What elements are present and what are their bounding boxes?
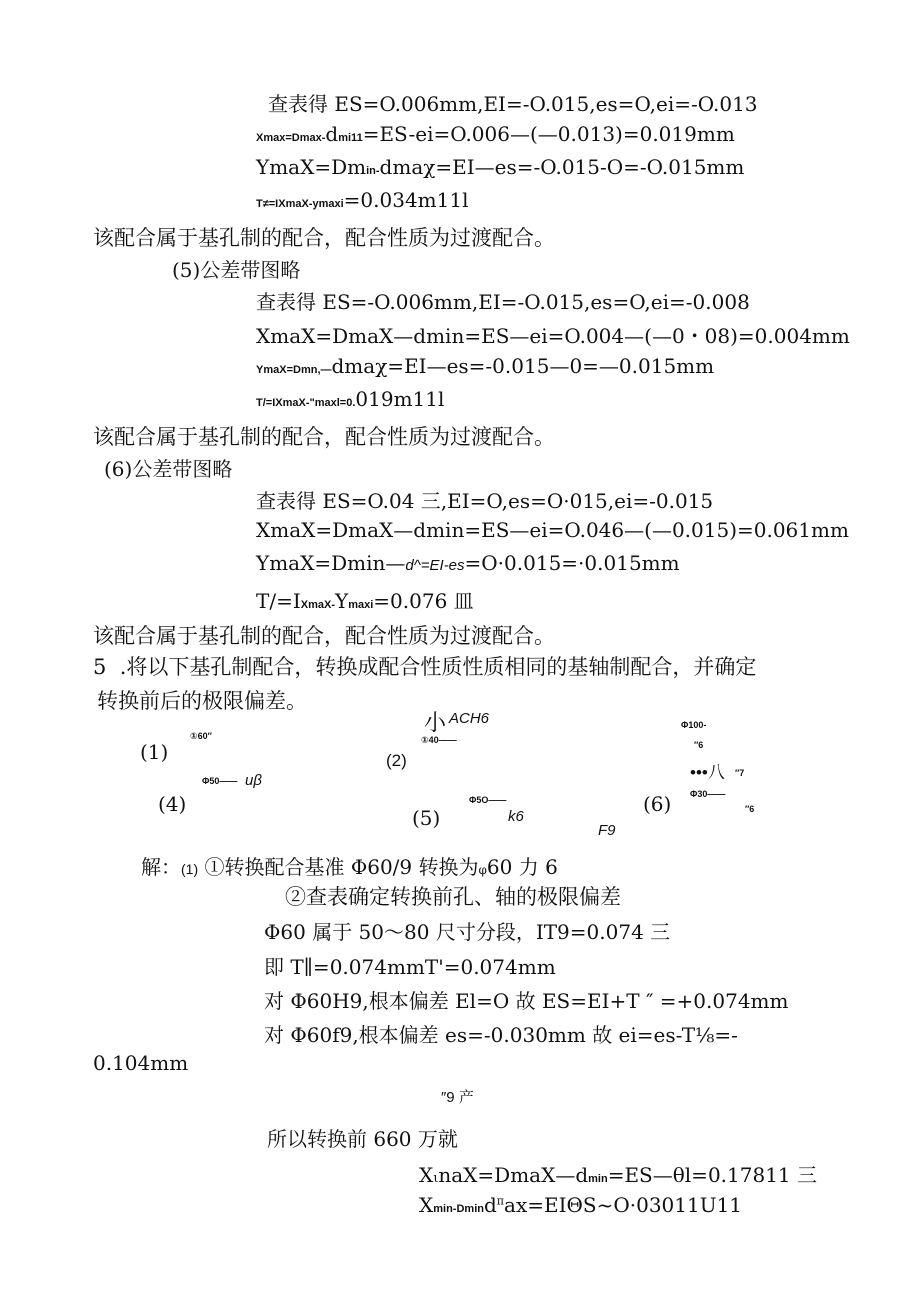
p5-tf-rest: 019m11l (355, 387, 445, 411)
sol-it: Φ60 属于 50～80 尺寸分段，IT9=0.074 三 (264, 920, 671, 944)
sol-xmax-b: ι (433, 1171, 439, 1186)
fig-f3d: ″7 (735, 768, 745, 778)
sol-xmin-sup: π (496, 1194, 505, 1208)
sol-first-line (141, 851, 558, 880)
p6-ymax-rest: =O·0.015=·0.015mm (464, 551, 680, 575)
fig-f1: ①60″ (190, 731, 212, 741)
fig-n6: (6) (643, 792, 672, 816)
sol-h9: 对 Φ60H9,根本偏差 El=O 故 ES=EI+T ″ =+0.074mm (264, 989, 789, 1013)
p5-tf (256, 387, 444, 411)
sol-xmax-a: X (419, 1163, 434, 1187)
fig-f3b: ″6 (694, 740, 704, 750)
fig-f5: Φ5O—— (469, 795, 507, 805)
fig-f6: F9 (598, 822, 616, 839)
fig-f8: ″6 (745, 804, 755, 814)
p1-tf-pre: T≠=IXmaX-ymaxi (256, 198, 344, 210)
sol-xmax-sub: min (588, 1173, 608, 1185)
fig-f3c: •••八 (690, 763, 725, 782)
fig-n5: (5) (412, 806, 441, 830)
p1-ymax-sub: in- (366, 165, 380, 177)
fig-a-small: 小 (424, 710, 447, 735)
p1-ymax-a: YmaX=Dm (256, 155, 367, 179)
sol-step1-a: ①转换配合基准 Φ60/9 转换为 (204, 855, 479, 879)
sol-xmax (419, 1159, 817, 1188)
fig-f2: ①40—— (421, 735, 457, 745)
sol-f9b: 0.104mm (93, 1051, 189, 1075)
p6-tf (256, 585, 474, 614)
fig-n4: (4) (158, 792, 187, 816)
p1-xmax-sub: mi11 (338, 132, 363, 144)
p5-tf-pre: T/=IXmaX-"maxl=0. (256, 397, 356, 409)
sol-xmin-rest: ax=EIΘS~O·03011U11 (504, 1193, 743, 1217)
p6-conclusion: 该配合属于基孔制的配合，配合性质为过渡配合。 (93, 624, 555, 648)
sol-t: 即 T∥=0.074mmT'=0.074mm (264, 955, 556, 979)
p1-tf-rest: =0.034m11l (343, 188, 469, 212)
p6-tf-sub2: maxi (348, 599, 374, 611)
fig-ach6: ACH6 (449, 710, 490, 727)
sol-xmax-rest: =ES—θl=0.17811 三 (607, 1163, 818, 1187)
p6-ymax (256, 551, 680, 575)
p6-heading: (6)公差带图略 (104, 457, 233, 481)
p1-ymax-rest: dmaχ=EI—es=-O.015-O=-O.015mm (379, 155, 745, 179)
fig-f4: Φ50—— (202, 776, 238, 786)
p1-xmax-rest: =ES-ei=O.006—(—0.013)=0.019mm (362, 122, 735, 146)
p1-xmax-d: d (325, 122, 339, 146)
sol-num: (1) (181, 861, 199, 877)
p6-tf-pre: T/=I (256, 589, 301, 613)
p5-heading: (5)公差带图略 (172, 258, 301, 282)
sol-f9: 对 Φ60f9,根本偏差 es=-0.030mm 故 ei=es-T⅛=- (264, 1023, 738, 1047)
sol-xmin-mid: d (483, 1193, 497, 1217)
p1-conclusion: 该配合属于基孔制的配合，配合性质为过渡配合。 (93, 226, 555, 250)
sol-mark: ″9 产 (441, 1089, 474, 1106)
p6-tf-rest: =0.076 皿 (373, 589, 474, 613)
q5-line2: 转换前后的极限偏差。 (97, 689, 307, 713)
sol-before: 所以转换前 660 万就 (267, 1127, 458, 1151)
p6-lookup: 查表得 ES=O.04 三,EI=O,es=O·015,ei=-0.015 (256, 489, 714, 513)
sol-step1-b: 60 力 6 (486, 855, 558, 879)
p5-conclusion: 该配合属于基孔制的配合，配合性质为过渡配合。 (93, 425, 555, 449)
p6-xmax: XmaX=DmaX—dmin=ES—ei=O.046—(—0.015)=0.061mm (256, 518, 849, 542)
q5-line1: 5 .将以下基孔制配合，转换成配合性质性质相同的基轴制配合，并确定 (93, 655, 757, 679)
p6-tf-mid: Y (335, 589, 349, 613)
p6-tf-sub: XmaX- (300, 599, 335, 611)
fig-n1: (1) (140, 740, 169, 764)
p5-xmax: XmaX=DmaX—dmin=ES—ei=O.004—(—0・08)=0.004mm (256, 324, 850, 348)
sol-xmin-a: X (419, 1193, 434, 1217)
p1-xmax (256, 122, 735, 146)
sol-step2: ②查表确定转换前孔、轴的极限偏差 (285, 885, 621, 909)
p5-ymax (256, 354, 714, 378)
sol-step1-phi: φ (478, 863, 487, 877)
p1-lookup: 查表得 ES=O.006mm,EI=-O.015,es=O,ei=-O.013 (268, 92, 758, 116)
p1-ymax (256, 155, 744, 179)
sol-xmin-sub: min-Dmin (433, 1203, 484, 1215)
p5-lookup: 查表得 ES=-O.006mm,EI=-O.015,es=O,ei=-0.008 (256, 290, 750, 314)
fig-f4b: uβ (245, 772, 262, 789)
fig-f5b: k6 (508, 808, 524, 825)
p5-ymax-rest: dmaχ=EI—es=-0.015—0=—0.015mm (331, 354, 715, 378)
p1-tf (256, 188, 469, 212)
sol-xmax-c: naX=DmaX—d (438, 1163, 589, 1187)
fig-f7: Φ30—— (690, 789, 726, 799)
fig-f3: Φ100- (681, 720, 707, 730)
p1-xmax-pre: Xmax=Dmax- (256, 132, 326, 144)
p5-ymax-pre: YmaX=Dmn,— (256, 364, 332, 376)
fig-n2: (2) (386, 751, 407, 770)
p6-ymax-mid: d^=EI-es (405, 557, 465, 574)
sol-xmin (419, 1193, 742, 1217)
p6-ymax-pre: YmaX=Dmin— (256, 551, 406, 575)
sol-label: 解： (141, 855, 181, 879)
